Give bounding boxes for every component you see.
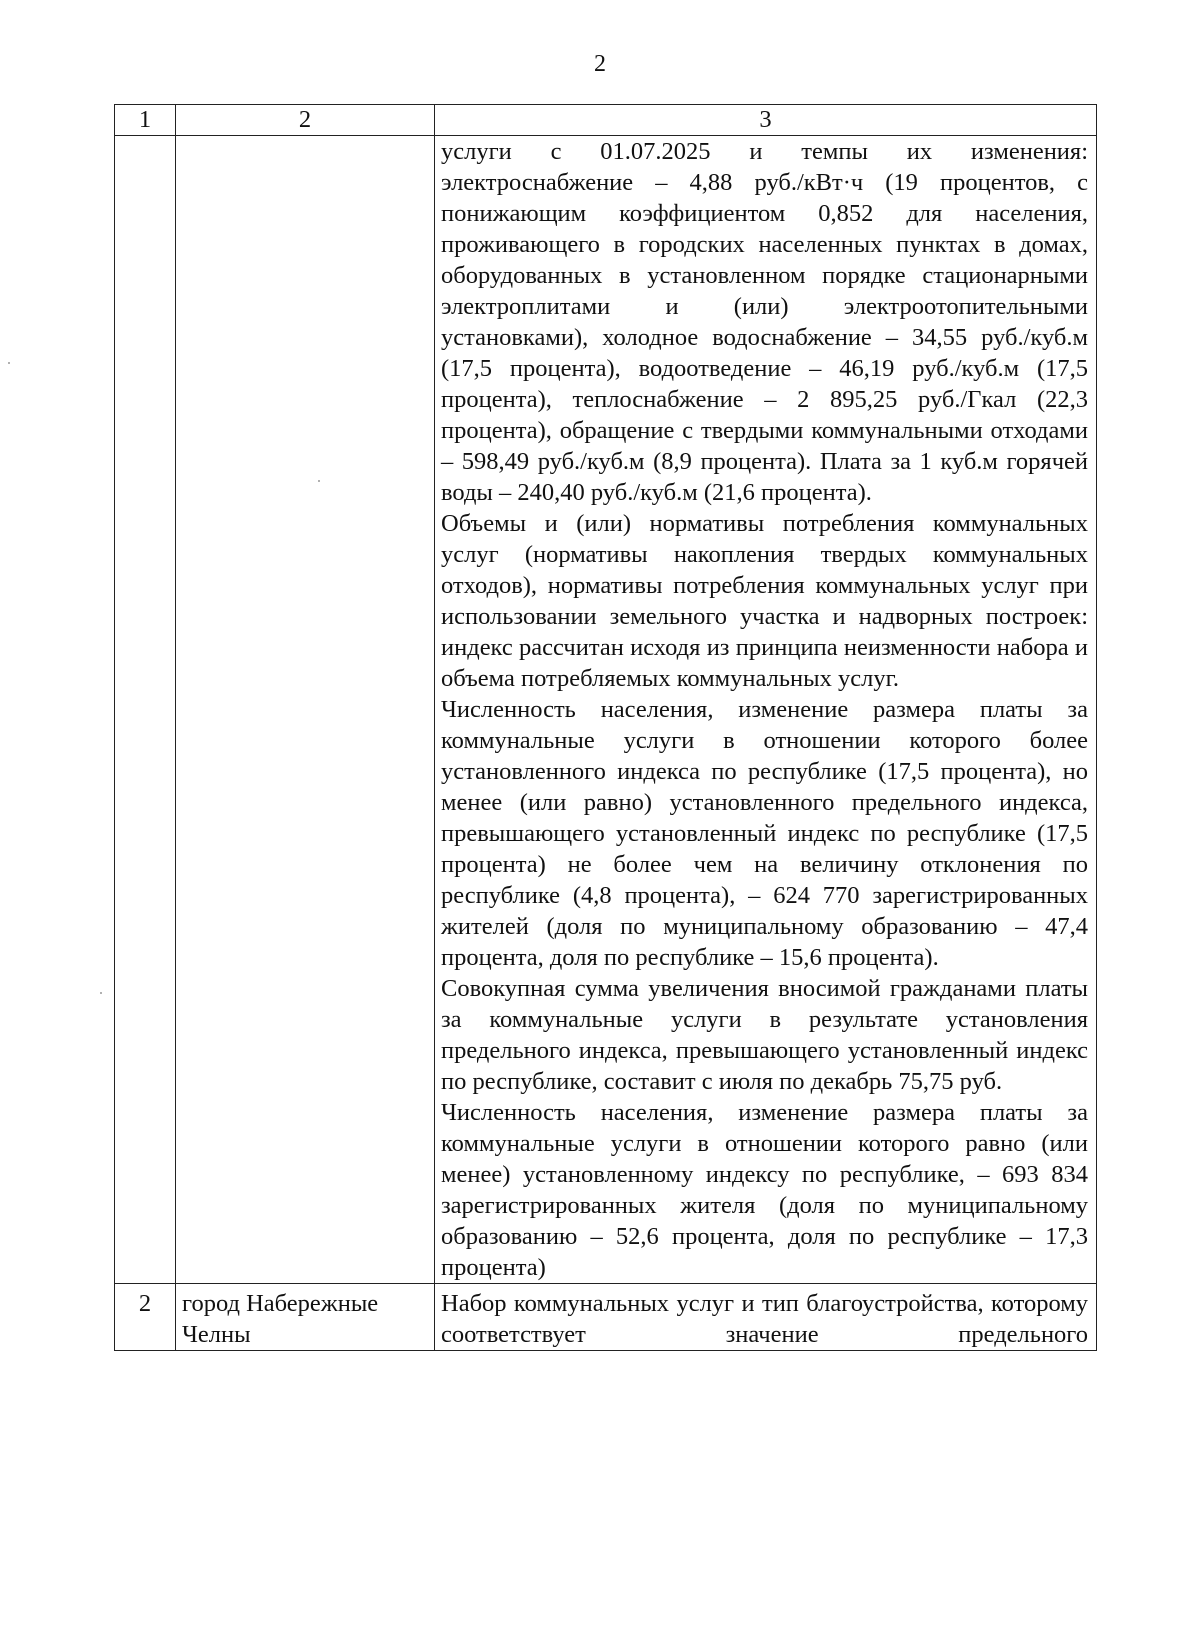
document-table (114, 104, 1097, 1351)
consumption-paragraph: Объемы и (или) нормативы потребления коммунальных услуг (нормативы накопления твердых коммунальных отходов), нормативы потребления коммунальных услуг при использовании земельного участка и надворных построек: индекс рассчитан исходя из принципа неизменности набора и объема потребляемых коммунальных услуг. (441, 510, 1088, 692)
scan-speck (318, 480, 320, 482)
table-header-row (115, 105, 1097, 136)
tariff-paragraph: услуги с 01.07.2025 и темпы их изменения: электроснабжение – 4,88 руб./кВт·ч (19 процентов, с понижающим коэффициентом 0,852 для населения, проживающего в городских населенных пунктах в домах, оборудованных в установленном порядке стационарными электроплитами и (или) электроотопительными установками), холодное водоснабжение – 34,55 руб./куб.м (17,5 процента), водоотведение – 46,19 руб./куб.м (17,5 процента), теплоснабжение – 2 895,25 руб./Гкал (22,3 процента), обращение с твердыми коммунальными отходами – 598,49 руб./куб.м (8,9 процента). Плата за 1 куб.м горячей воды – 240,40 руб./куб.м (21,6 процента). (441, 138, 1088, 506)
page-number: 2 (594, 51, 606, 77)
municipality-cell (176, 136, 435, 1284)
population-within-index-paragraph: Численность населения, изменение размера платы за коммунальные услуги в отношении которого равно (или менее) установленному индексу по республике, – 693 834 зарегистрированных жителя (доля по муниципальному образованию – 52,6 процента, доля по республике – 17,3 процента) (441, 1099, 1088, 1281)
total-increase-paragraph: Совокупная сумма увеличения вносимой гражданами платы за коммунальные услуги в результате установления предельного индекса, превышающего установленный индекс по республике, составит с июля по декабрь 75,75 руб. (441, 975, 1088, 1095)
scan-speck (100, 992, 102, 994)
utility-set-paragraph: Набор коммунальных услуг и тип благоустройства, которому соответствует значение предельного (441, 1290, 1088, 1348)
description-cell (435, 136, 1097, 1284)
table-row (115, 136, 1097, 1284)
description-cell (435, 1284, 1097, 1351)
row-number: 2 (115, 1284, 176, 1351)
column-header-3: 3 (435, 105, 1097, 136)
municipality-cell: город Набережные Челны (176, 1284, 435, 1351)
column-header-1: 1 (115, 105, 176, 136)
column-header-2: 2 (176, 105, 435, 136)
table-row (115, 1284, 1097, 1351)
row-number (115, 136, 176, 1284)
population-above-index-paragraph: Численность населения, изменение размера платы за коммунальные услуги в отношении которого более установленного индекса по республике (17,5 процента), но менее (или равно) установленного предельного индекса, превышающего установленный индекс по республике (17,5 процента) не более чем на величину отклонения по республике (4,8 процента), – 624 770 зарегистрированных жителей (доля по муниципальному образованию – 47,4 процента, доля по республике – 15,6 процента). (441, 696, 1088, 971)
scan-speck (8, 362, 10, 364)
